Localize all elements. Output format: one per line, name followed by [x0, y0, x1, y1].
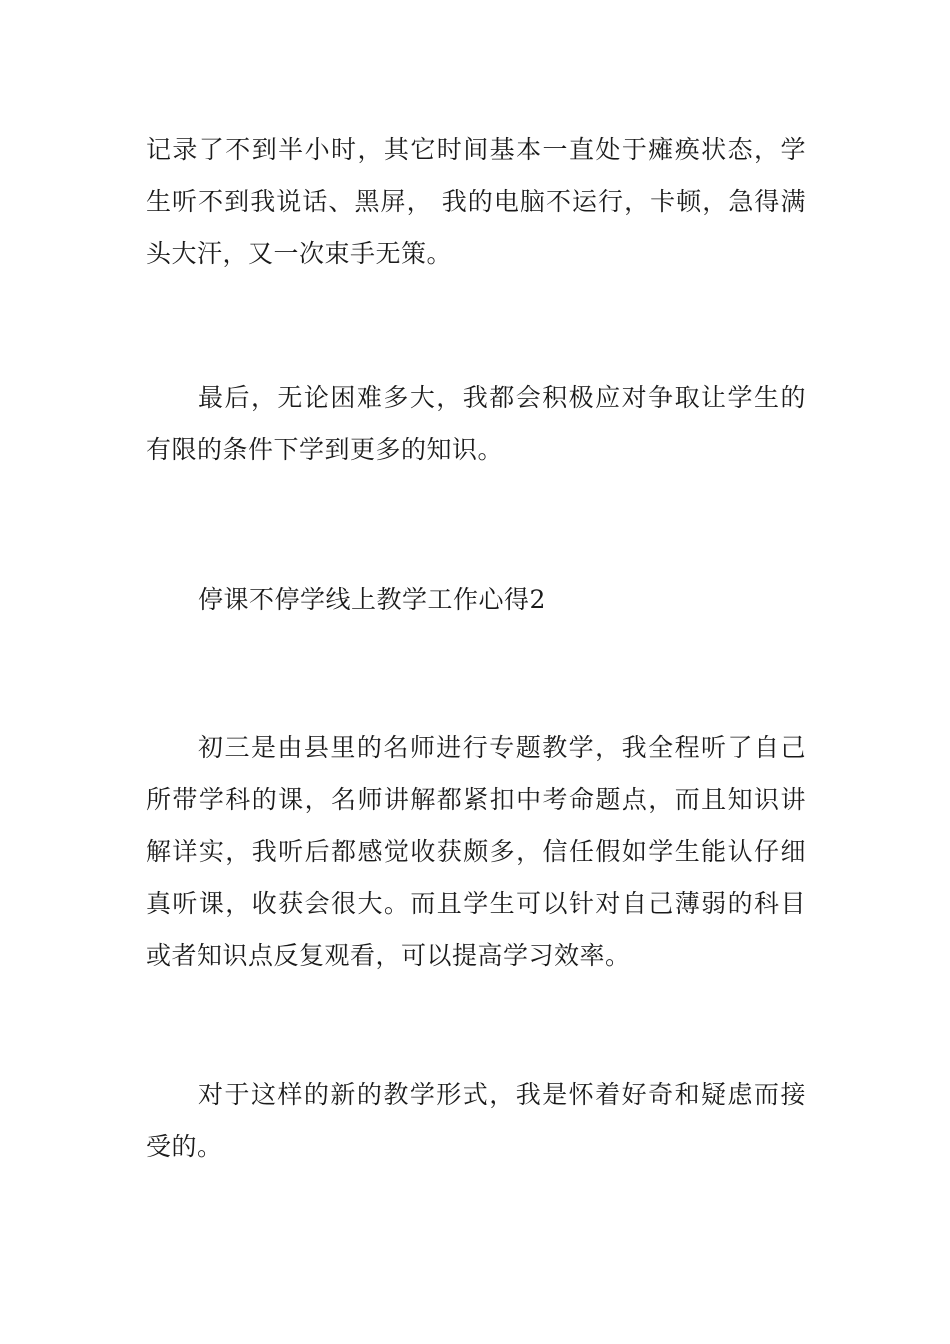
paragraph-body: 初三是由县里的名师进行专题教学，我全程听了自己所带学科的课，名师讲解都紧扣中考命题点，而且知识讲解详实，我听后都感觉收获颇多，信任假如学生能认仔细真听课，收获会很大。而且学生可以针对自己薄弱的科目或者知识点反复观看，可以提高学习效率。 [146, 733, 806, 970]
paragraph-conclusion: 最后，无论困难多大，我都会积极应对争取让学生的有限的条件下学到更多的知识。 [146, 383, 806, 464]
section-heading: 停课不停学线上教学工作心得2 [198, 585, 546, 614]
paragraph-continued: 记录了不到半小时，其它时间基本一直处于瘫痪状态，学生听不到我说话、黑屏， 我的电脑不运行，卡顿，急得满头大汗，又一次束手无策。 [146, 135, 806, 268]
paragraph-body: 对于这样的新的教学形式，我是怀着好奇和疑虑而接受的。 [146, 1080, 806, 1161]
